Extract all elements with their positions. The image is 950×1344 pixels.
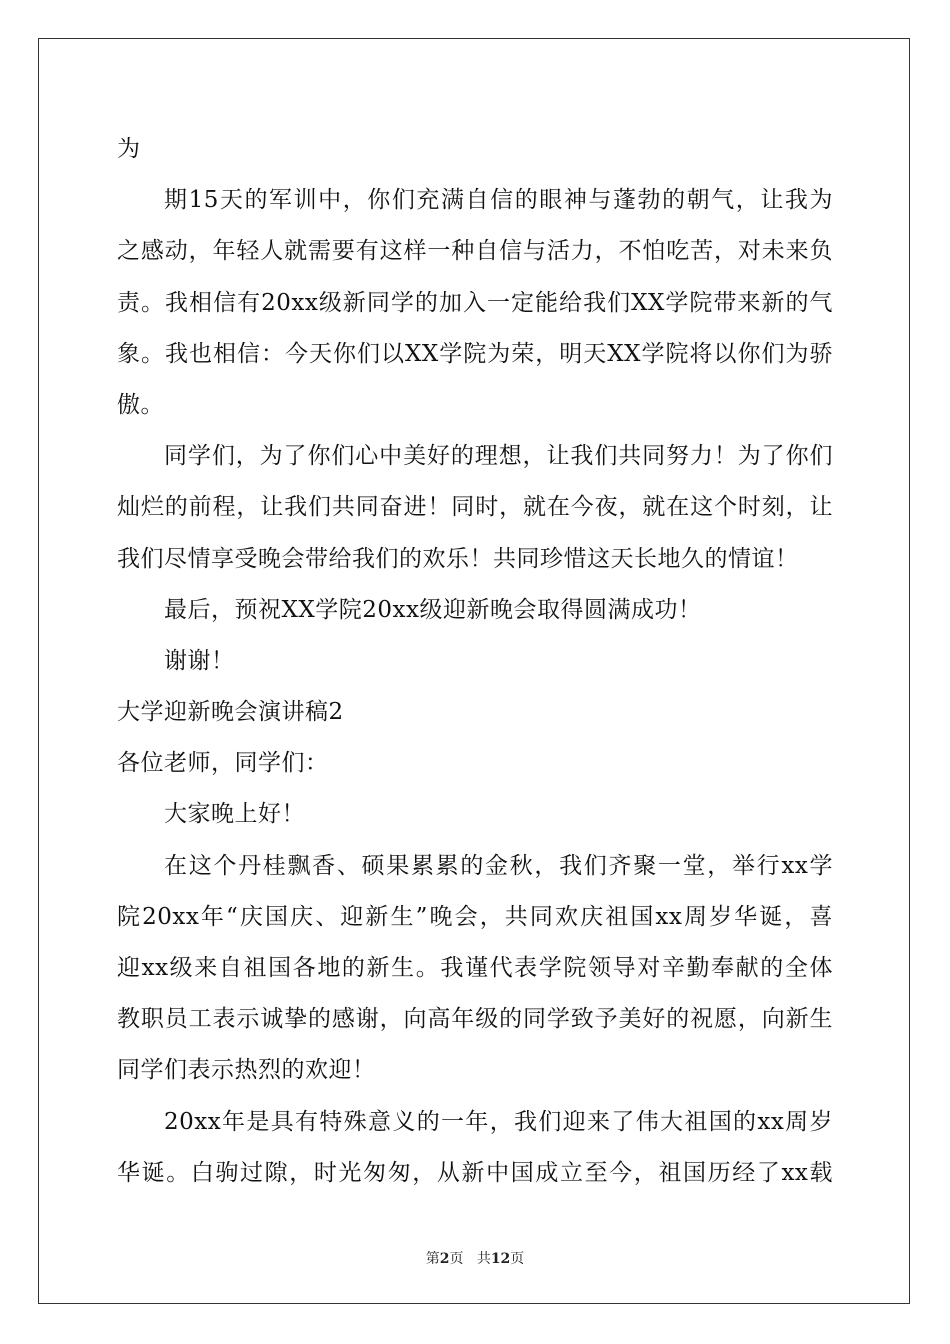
text-line: 我们尽情享受晚会带给我们的欢乐！共同珍惜这天长地久的情谊！ bbox=[117, 545, 799, 572]
document-body bbox=[117, 124, 833, 1199]
text-line: 院20xx年“庆国庆、迎新生”晚会，共同欢庆祖国xx周岁华诞，喜 bbox=[117, 903, 833, 930]
page-label-mid: 页 bbox=[449, 1251, 464, 1267]
text-line: 同学们表示热烈的欢迎！ bbox=[117, 1057, 376, 1084]
text-line: 傲。 bbox=[117, 391, 164, 418]
section-title: 大学迎新晚会演讲稿2 bbox=[117, 699, 344, 726]
text-line: 为 bbox=[117, 136, 141, 162]
text-line: 最后，预祝XX学院20xx级迎新晚会取得圆满成功！ bbox=[164, 596, 702, 623]
salutation: 各位老师，同学们： bbox=[117, 750, 329, 777]
text-line: 责。我相信有20xx级新同学的加入一定能给我们XX学院带来新的气 bbox=[117, 289, 833, 316]
total-label-suffix: 页 bbox=[510, 1251, 525, 1267]
text-line: 之感动，年轻人就需要有这样一种自信与活力，不怕吃苦，对未来负 bbox=[117, 238, 833, 265]
total-label-prefix: 共 bbox=[476, 1251, 491, 1267]
page-footer bbox=[0, 1248, 950, 1268]
text-line: 迎xx级来自祖国各地的新生。我谨代表学院领导对辛勤奉献的全体 bbox=[117, 955, 833, 981]
page-current: 2 bbox=[439, 1251, 450, 1267]
text-line: 象。我也相信：今天你们以XX学院为荣，明天XX学院将以你们为骄 bbox=[117, 340, 833, 367]
text-line: 华诞。白驹过隙，时光匆匆，从新中国成立至今，祖国历经了xx载 bbox=[117, 1159, 833, 1186]
text-line: 20xx年是具有特殊意义的一年，我们迎来了伟大祖国的xx周岁 bbox=[164, 1108, 833, 1135]
page-label-prefix: 第 bbox=[425, 1251, 440, 1267]
greeting: 大家晚上好！ bbox=[164, 801, 305, 828]
text-line: 谢谢！ bbox=[164, 647, 235, 674]
text-line: 教职员工表示诚挚的感谢，向高年级的同学致予美好的祝愿，向新生 bbox=[117, 1006, 833, 1033]
text-line: 灿烂的前程，让我们共同奋进！同时，就在今夜，就在这个时刻，让 bbox=[117, 494, 833, 521]
text-line: 同学们，为了你们心中美好的理想，让我们共同努力！为了你们 bbox=[164, 443, 833, 470]
text-line: 在这个丹桂飘香、硕果累累的金秋，我们齐聚一堂，举行xx学 bbox=[164, 852, 833, 879]
text-line: 期15天的军训中，你们充满自信的眼神与蓬勃的朝气，让我为 bbox=[164, 187, 833, 214]
page-total: 12 bbox=[490, 1251, 511, 1267]
